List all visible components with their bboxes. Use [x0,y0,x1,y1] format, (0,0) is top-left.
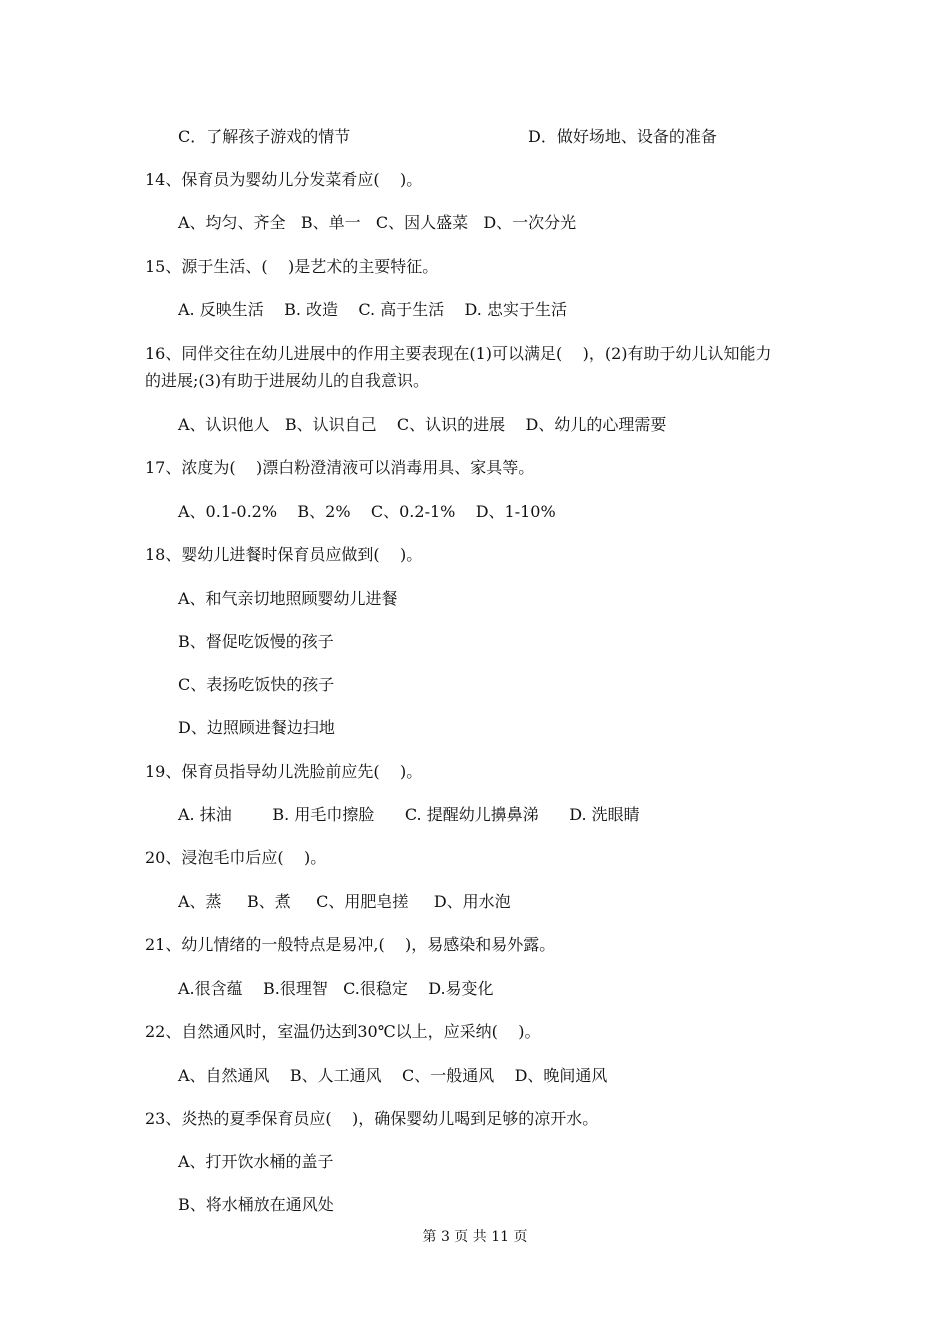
option-line: D、边照顾进餐边扫地 [178,718,335,737]
option-line: D．做好场地、设备的准备 [528,127,717,146]
option-line: C．了解孩子游戏的情节 [178,127,351,146]
option-line: A、均匀、齐全 B、单一 C、因人盛菜 D、一次分光 [178,213,577,232]
question-line: 17、浓度为( )漂白粉澄清液可以消毒用具、家具等。 [145,458,535,477]
question-line: 的进展;(3)有助于进展幼儿的自我意识。 [145,371,430,390]
question-line: 21、幼儿情绪的一般特点是易冲,( )，易感染和易外露。 [145,935,556,954]
option-line: A、0.1-0.2% B、2% C、0.2-1% D、1-10% [178,502,556,521]
question-line: 20、浸泡毛巾后应( )。 [145,848,327,867]
question-line: 18、婴幼儿进餐时保育员应做到( )。 [145,545,423,564]
option-line: A、打开饮水桶的盖子 [178,1152,334,1171]
option-line: A. 反映生活 B. 改造 C. 高于生活 D. 忠实于生活 [178,300,567,319]
option-line: A、和气亲切地照顾婴幼儿进餐 [178,589,398,608]
option-line: A、自然通风 B、人工通风 C、一般通风 D、晚间通风 [178,1066,608,1085]
question-line: 14、保育员为婴幼儿分发菜肴应( )。 [145,170,423,189]
option-line: C、表扬吃饭快的孩子 [178,675,335,694]
option-line: A. 抹油 B. 用毛巾擦脸 C. 提醒幼儿擤鼻涕 D. 洗眼睛 [178,805,640,824]
question-line: 19、保育员指导幼儿洗脸前应先( )。 [145,762,423,781]
question-line: 16、同伴交往在幼儿进展中的作用主要表现在(1)可以满足( )，(2)有助于幼儿认知能力 [145,344,772,363]
question-line: 22、自然通风时，室温仍达到30℃以上，应采纳( )。 [145,1022,541,1041]
option-line: B、将水桶放在通风处 [178,1195,334,1214]
option-line: A、蒸 B、煮 C、用肥皂搓 D、用水泡 [178,892,511,911]
question-line: 15、源于生活、( )是艺术的主要特征。 [145,257,439,276]
option-line: A.很含蕴 B.很理智 C.很稳定 D.易变化 [178,979,494,998]
question-line: 23、炎热的夏季保育员应( )，确保婴幼儿喝到足够的凉开水。 [145,1109,599,1128]
option-line: A、认识他人 B、认识自己 C、认识的进展 D、幼儿的心理需要 [178,415,667,434]
page-footer: 第 3 页 共 11 页 [422,1229,528,1245]
option-line: B、督促吃饭慢的孩子 [178,632,334,651]
